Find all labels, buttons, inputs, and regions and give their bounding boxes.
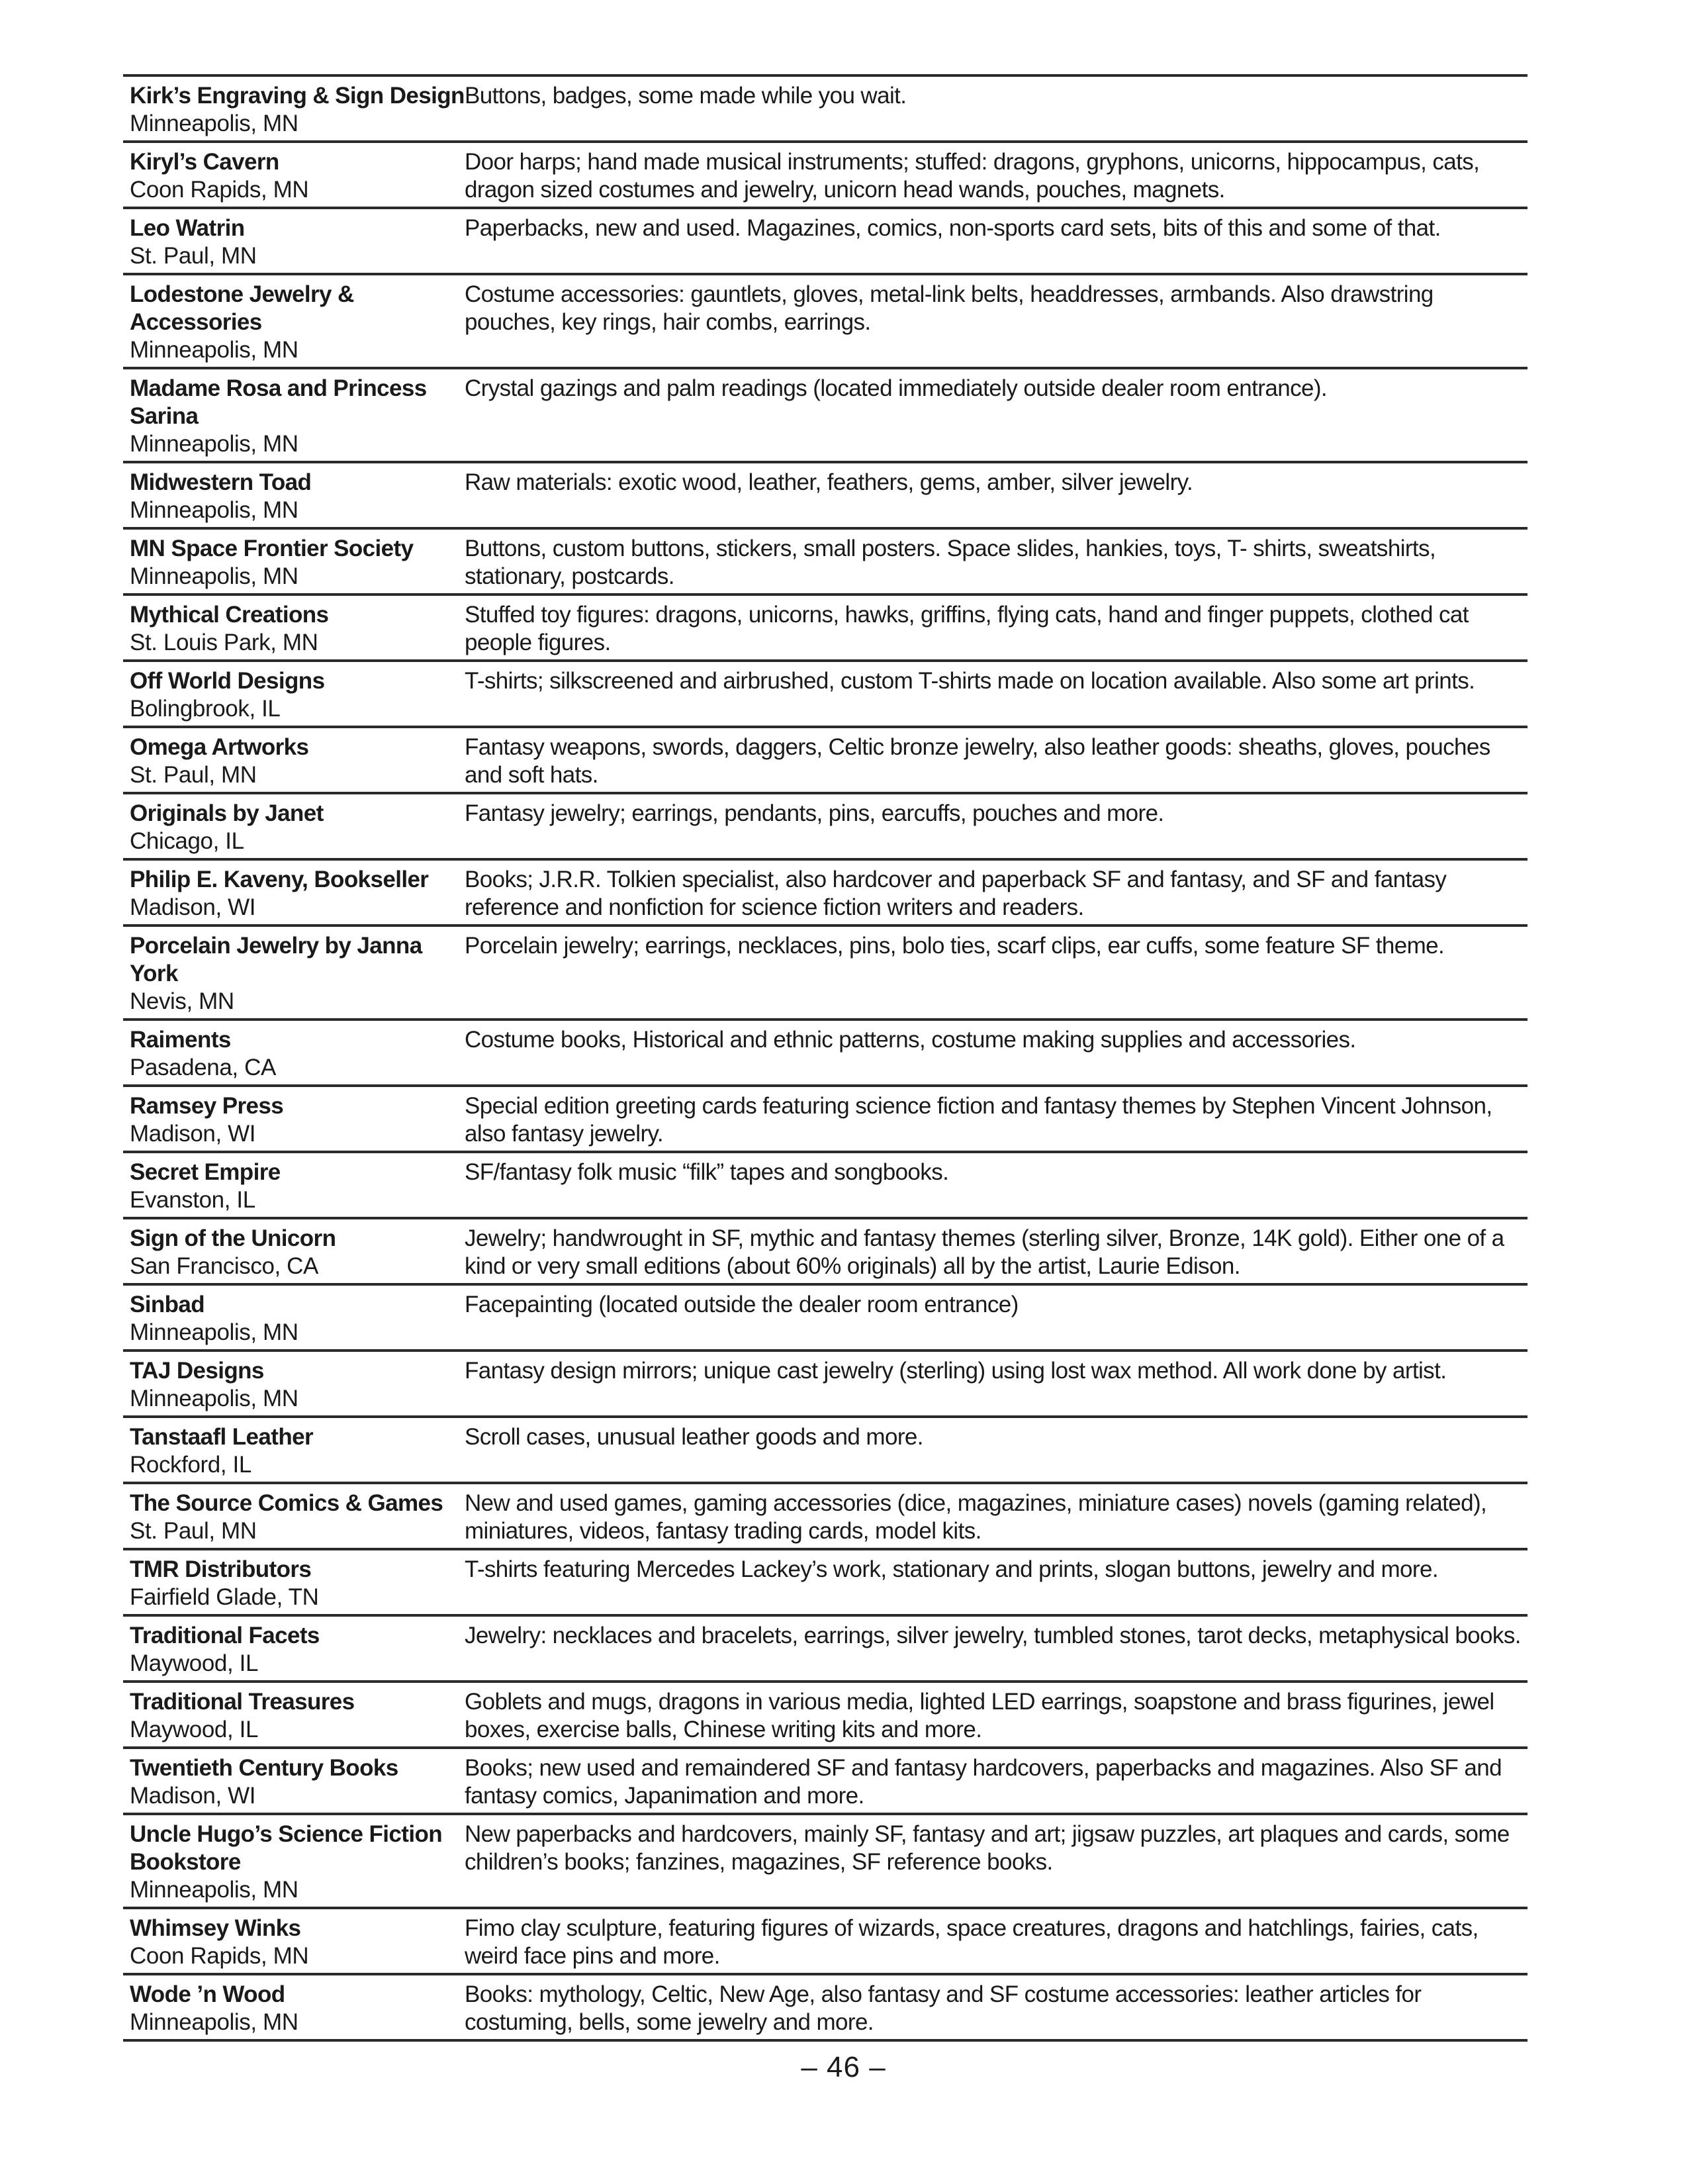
vendor-name: Madame Rosa and Princess Sarina bbox=[130, 375, 427, 429]
vendor-info bbox=[123, 866, 465, 922]
vendor-location: Rockford, IL bbox=[130, 1452, 251, 1478]
vendor-info bbox=[123, 281, 465, 364]
vendor-description: New paperbacks and hardcovers, mainly SF, fantasy and art; jigsaw puzzles, art plaques and cards, some children’s books; fanzines, magazines, SF reference books. bbox=[465, 1821, 1510, 1875]
vendor-location: Minneapolis, MN bbox=[130, 1319, 298, 1345]
vendor-location: Maywood, IL bbox=[130, 1650, 259, 1676]
vendor-description: Facepainting (located outside the dealer room entrance) bbox=[465, 1292, 1019, 1317]
vendor-location: Nevis, MN bbox=[130, 988, 234, 1014]
vendor-row bbox=[123, 1617, 1527, 1683]
vendor-info bbox=[123, 82, 465, 138]
vendor-info bbox=[123, 148, 465, 204]
vendor-location: St. Paul, MN bbox=[130, 243, 257, 269]
vendor-row bbox=[123, 1352, 1527, 1418]
vendor-name: Twentieth Century Books bbox=[130, 1755, 398, 1781]
vendor-info bbox=[123, 1821, 465, 1904]
vendor-row bbox=[123, 728, 1527, 794]
vendor-location: Evanston, IL bbox=[130, 1187, 255, 1213]
vendor-description: Jewelry; handwrought in SF, mythic and fantasy themes (sterling silver, Bronze, 14K gold). Either one of a kind or very small editions (about 60% originals) all by the artist, Laurie Edison. bbox=[465, 1225, 1504, 1279]
vendor-description: New and used games, gaming accessories (dice, magazines, miniature cases) novels (gaming related), miniatures, videos, fantasy trading cards, model kits. bbox=[465, 1490, 1487, 1544]
vendor-location: Minneapolis, MN bbox=[130, 497, 298, 523]
vendor-name: Ramsey Press bbox=[130, 1093, 284, 1119]
vendor-location: Bolingbrook, IL bbox=[130, 696, 281, 722]
vendor-info bbox=[123, 1423, 465, 1479]
vendor-row bbox=[123, 1749, 1527, 1815]
vendor-info bbox=[123, 734, 465, 789]
vendor-description: Stuffed toy figures: dragons, unicorns, hawks, griffins, flying cats, hand and finger puppets, clothed cat people figures. bbox=[465, 602, 1469, 655]
vendor-location: Minneapolis, MN bbox=[130, 2009, 298, 2035]
vendor-info bbox=[123, 1688, 465, 1744]
vendor-name: Philip E. Kaveny, Bookseller bbox=[130, 867, 429, 892]
vendor-description: Books; new used and remaindered SF and fantasy hardcovers, paperbacks and magazines. Also SF and fantasy comics, Japanimation and more. bbox=[465, 1755, 1502, 1809]
vendor-row bbox=[123, 463, 1527, 530]
vendor-row bbox=[123, 1484, 1527, 1550]
vendor-name: Omega Artworks bbox=[130, 734, 309, 760]
vendor-row bbox=[123, 1286, 1527, 1352]
vendor-info bbox=[123, 375, 465, 458]
vendor-description: Costume accessories: gauntlets, gloves, metal-link belts, headdresses, armbands. Also drawstring pouches, key rings, hair combs, earrings. bbox=[465, 281, 1434, 335]
vendor-row bbox=[123, 77, 1527, 143]
vendor-description: Jewelry: necklaces and bracelets, earrings, silver jewelry, tumbled stones, tarot decks, metaphysical books. bbox=[465, 1623, 1521, 1648]
vendor-location: St. Paul, MN bbox=[130, 1518, 257, 1544]
vendor-name: Originals by Janet bbox=[130, 800, 324, 826]
vendor-info bbox=[123, 1915, 465, 1970]
vendor-info bbox=[123, 1981, 465, 2036]
vendor-table bbox=[123, 74, 1527, 2042]
vendor-name: Lodestone Jewelry & Accessories bbox=[130, 281, 354, 335]
vendor-row bbox=[123, 1550, 1527, 1617]
vendor-location: Coon Rapids, MN bbox=[130, 177, 309, 203]
vendor-name: Wode ’n Wood bbox=[130, 1981, 285, 2007]
vendor-name: TMR Distributors bbox=[130, 1556, 312, 1582]
vendor-rows bbox=[123, 77, 1527, 2042]
vendor-location: Minneapolis, MN bbox=[130, 431, 298, 457]
vendor-name: Tanstaafl Leather bbox=[130, 1424, 314, 1450]
vendor-name: Off World Designs bbox=[130, 668, 325, 694]
vendor-info bbox=[123, 1622, 465, 1678]
vendor-description: T-shirts featuring Mercedes Lackey’s work, stationary and prints, slogan buttons, jewelry and more. bbox=[465, 1556, 1438, 1582]
vendor-row bbox=[123, 861, 1527, 927]
vendor-info bbox=[123, 1754, 465, 1810]
vendor-name: Uncle Hugo’s Science Fiction Bookstore bbox=[130, 1821, 443, 1875]
vendor-location: Madison, WI bbox=[130, 1121, 256, 1147]
vendor-info bbox=[123, 1225, 465, 1280]
vendor-description: Books: mythology, Celtic, New Age, also fantasy and SF costume accessories: leather articles for costuming, bells, some jewelry and more. bbox=[465, 1981, 1422, 2035]
vendor-row bbox=[123, 143, 1527, 209]
vendor-info bbox=[123, 800, 465, 855]
vendor-name: Traditional Facets bbox=[130, 1623, 320, 1648]
vendor-location: San Francisco, CA bbox=[130, 1253, 318, 1279]
vendor-row bbox=[123, 530, 1527, 596]
vendor-description: Fimo clay sculpture, featuring figures of wizards, space creatures, dragons and hatchlings, fairies, cats, weird face pins and more. bbox=[465, 1915, 1479, 1969]
vendor-name: Leo Watrin bbox=[130, 215, 245, 241]
vendor-row bbox=[123, 1815, 1527, 1909]
vendor-description: Raw materials: exotic wood, leather, feathers, gems, amber, silver jewelry. bbox=[465, 469, 1193, 495]
vendor-row bbox=[123, 1219, 1527, 1286]
vendor-info bbox=[123, 932, 465, 1016]
vendor-description: Special edition greeting cards featuring science fiction and fantasy themes by Stephen Vincent Johnson, also fantasy jewelry. bbox=[465, 1093, 1492, 1147]
vendor-row bbox=[123, 1087, 1527, 1153]
vendor-description: Costume books, Historical and ethnic patterns, costume making supplies and accessories. bbox=[465, 1027, 1356, 1053]
vendor-name: Mythical Creations bbox=[130, 602, 329, 628]
vendor-name: Traditional Treasures bbox=[130, 1689, 355, 1715]
vendor-description: SF/fantasy folk music “filk” tapes and songbooks. bbox=[465, 1159, 949, 1185]
vendor-name: Kiryl’s Cavern bbox=[130, 149, 279, 175]
vendor-info bbox=[123, 1026, 465, 1082]
vendor-info bbox=[123, 1357, 465, 1413]
vendor-location: Maywood, IL bbox=[130, 1717, 259, 1742]
vendor-row bbox=[123, 596, 1527, 662]
vendor-info bbox=[123, 667, 465, 723]
vendor-description: Crystal gazings and palm readings (located immediately outside dealer room entrance). bbox=[465, 375, 1328, 401]
vendor-row bbox=[123, 794, 1527, 861]
vendor-row bbox=[123, 1153, 1527, 1219]
vendor-info bbox=[123, 214, 465, 270]
vendor-location: Madison, WI bbox=[130, 1783, 256, 1809]
vendor-row bbox=[123, 209, 1527, 275]
vendor-description: Fantasy weapons, swords, daggers, Celtic bronze jewelry, also leather goods: sheaths, gloves, pouches and soft hats. bbox=[465, 734, 1490, 788]
vendor-info bbox=[123, 535, 465, 591]
vendor-location: Madison, WI bbox=[130, 894, 256, 920]
vendor-row bbox=[123, 1909, 1527, 1975]
vendor-location: St. Paul, MN bbox=[130, 762, 257, 788]
vendor-info bbox=[123, 601, 465, 657]
vendor-description: Buttons, custom buttons, stickers, small posters. Space slides, hankies, toys, T- shirts, sweatshirts, stationary, postcards. bbox=[465, 536, 1436, 589]
vendor-row bbox=[123, 1418, 1527, 1484]
vendor-name: MN Space Frontier Society bbox=[130, 536, 414, 561]
vendor-description: Fantasy design mirrors; unique cast jewelry (sterling) using lost wax method. All work done by artist. bbox=[465, 1358, 1447, 1384]
vendor-row bbox=[123, 927, 1527, 1021]
vendor-location: Pasadena, CA bbox=[130, 1055, 276, 1080]
vendor-description: T-shirts; silkscreened and airbrushed, custom T-shirts made on location available. Also some art prints. bbox=[465, 668, 1475, 694]
vendor-info bbox=[123, 1159, 465, 1214]
vendor-location: Minneapolis, MN bbox=[130, 111, 298, 136]
vendor-location: Minneapolis, MN bbox=[130, 337, 298, 363]
vendor-info bbox=[123, 469, 465, 524]
vendor-name: Raiments bbox=[130, 1027, 231, 1053]
vendor-name: Sinbad bbox=[130, 1292, 205, 1317]
vendor-name: Porcelain Jewelry by Janna York bbox=[130, 933, 422, 986]
vendor-name: The Source Comics & Games bbox=[130, 1490, 443, 1516]
vendor-name: TAJ Designs bbox=[130, 1358, 264, 1384]
vendor-info bbox=[123, 1556, 465, 1611]
vendor-row bbox=[123, 662, 1527, 728]
vendor-name: Midwestern Toad bbox=[130, 469, 312, 495]
vendor-location: Minneapolis, MN bbox=[130, 563, 298, 589]
vendor-name: Sign of the Unicorn bbox=[130, 1225, 336, 1251]
page-number: – 46 – bbox=[801, 2051, 886, 2083]
vendor-description: Goblets and mugs, dragons in various media, lighted LED earrings, soapstone and brass figurines, jewel boxes, exercise balls, Chinese writing kits and more. bbox=[465, 1689, 1494, 1742]
vendor-row bbox=[123, 275, 1527, 369]
vendor-row bbox=[123, 369, 1527, 463]
vendor-description: Buttons, badges, some made while you wait. bbox=[465, 83, 907, 109]
vendor-description: Paperbacks, new and used. Magazines, comics, non-sports card sets, bits of this and some of that. bbox=[465, 215, 1441, 241]
vendor-location: St. Louis Park, MN bbox=[130, 630, 318, 655]
vendor-location: Minneapolis, MN bbox=[130, 1877, 298, 1903]
vendor-description: Books; J.R.R. Tolkien specialist, also hardcover and paperback SF and fantasy, and SF and fantasy reference and nonfiction for science fiction writers and readers. bbox=[465, 867, 1447, 920]
vendor-location: Minneapolis, MN bbox=[130, 1386, 298, 1411]
vendor-name: Whimsey Winks bbox=[130, 1915, 301, 1941]
vendor-description: Fantasy jewelry; earrings, pendants, pins, earcuffs, pouches and more. bbox=[465, 800, 1164, 826]
vendor-location: Chicago, IL bbox=[130, 828, 244, 854]
vendor-name: Secret Empire bbox=[130, 1159, 281, 1185]
vendor-info bbox=[123, 1291, 465, 1347]
vendor-info bbox=[123, 1490, 465, 1545]
vendor-row bbox=[123, 1683, 1527, 1749]
vendor-location: Fairfield Glade, TN bbox=[130, 1584, 319, 1610]
vendor-info bbox=[123, 1092, 465, 1148]
vendor-description: Scroll cases, unusual leather goods and more. bbox=[465, 1424, 923, 1450]
vendor-description: Door harps; hand made musical instruments; stuffed: dragons, gryphons, unicorns, hippocampus, cats, dragon sized costumes and jewelry, unicorn head wands, pouches, magnets. bbox=[465, 149, 1480, 203]
vendor-name: Kirk’s Engraving & Sign Design bbox=[130, 83, 465, 109]
vendor-description: Porcelain jewelry; earrings, necklaces, pins, bolo ties, scarf clips, ear cuffs, some feature SF theme. bbox=[465, 933, 1445, 959]
vendor-location: Coon Rapids, MN bbox=[130, 1943, 309, 1969]
vendor-row bbox=[123, 1021, 1527, 1087]
vendor-row bbox=[123, 1975, 1527, 2042]
